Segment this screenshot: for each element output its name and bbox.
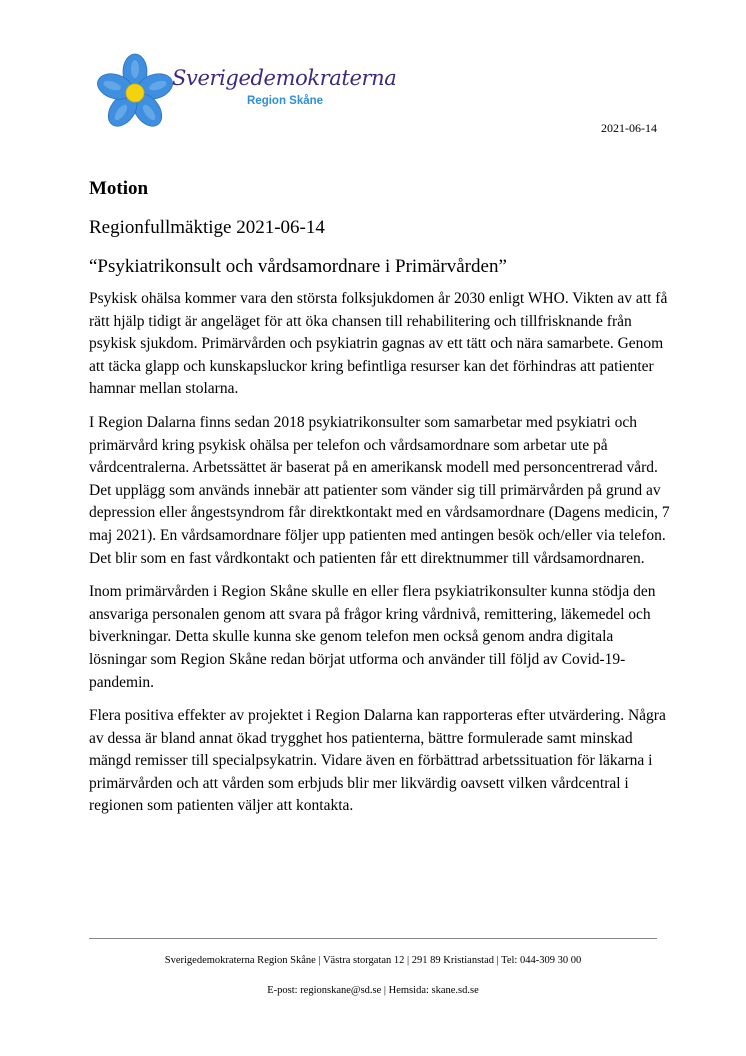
document-date: 2021-06-14 — [601, 121, 657, 135]
document-body — [89, 178, 671, 829]
footer-divider — [89, 938, 657, 939]
paragraph-2: I Region Dalarna finns sedan 2018 psykiatrikonsulter som samarbetar med psykiatri och primärvård kring psykisk ohälsa per telefon och vårdsamordnare som arbetar ute på vårdcentralerna. Arbetssättet är baserat på en amerikansk modell med personcentrerad vård. Det upplägg som används innebär att patienter som vänder sig till primärvården på grund av depression eller ångestsyndrom får direktkontakt med en vårdsamordnare (Dagens medicin, 7 maj 2021). En vårdsamordnare följer upp patienten med antingen besök och/eller via telefon. Det blir som en fast vårdkontakt och patienten får ett direktnummer till vårdsamordnaren. — [89, 413, 670, 567]
paragraph-4: Flera positiva effekter av projektet i Region Dalarna kan rapporteras efter utvärdering. Några av dessa är bland annat ökad trygghet hos patienterna, bättre formulerade samt minskad mängd remisser till specialpsykatrin. Vidare även en förbättrad arbetssituation för läkarna i primärvården och att vården som erbjuds blir mer likvärdig oavsett vilken vårdcentral i regionen som patienten väljer att kontakta. — [89, 707, 666, 815]
document-heading: Motion — [89, 178, 149, 199]
document-subtitle: Regionfullmäktige 2021-06-14 — [89, 217, 325, 238]
logo-region: Region Skåne — [247, 95, 324, 107]
paragraph-1: Psykisk ohälsa kommer vara den största folksjukdomen år 2030 enligt WHO. Vikten av att få rätt hjälp tidigt är angeläget för att öka chansen till rehabilitering och tillfrisknande från psykisk sjukdom. Primärvården och psykiatrin gagnas av ett tätt och nära samarbete. Genom att täcka glapp och kunskapsluckor kring befintliga resurser kan det förhindras att patienter hamnar mellan stolarna. — [89, 290, 668, 398]
logo — [94, 52, 397, 134]
body-text — [89, 288, 671, 818]
logo-name: Sverigedemokraterna — [172, 66, 397, 90]
blue-flower-icon — [94, 52, 176, 134]
footer-contact: E-post: regionskane@sd.se | Hemsida: skane.sd.se — [267, 985, 479, 996]
motion-title: “Psykiatrikonsult och vårdsamordnare i Primärvården” — [89, 256, 507, 277]
footer-address: Sverigedemokraterna Region Skåne | Västra storgatan 12 | 291 89 Kristianstad | Tel: 044-309 30 00 — [164, 955, 582, 966]
paragraph-3: Inom primärvården i Region Skåne skulle en eller flera psykiatrikonsulter kunna stödja den ansvariga personalen genom att svara på frågor kring vårdnivå, remittering, läkemedel och biverkningar. Detta skulle kunna ske genom telefon men också genom andra digitala lösningar som Region Skåne redan börjat utforma och använder till följd av Covid-19-pandemin. — [89, 583, 656, 691]
